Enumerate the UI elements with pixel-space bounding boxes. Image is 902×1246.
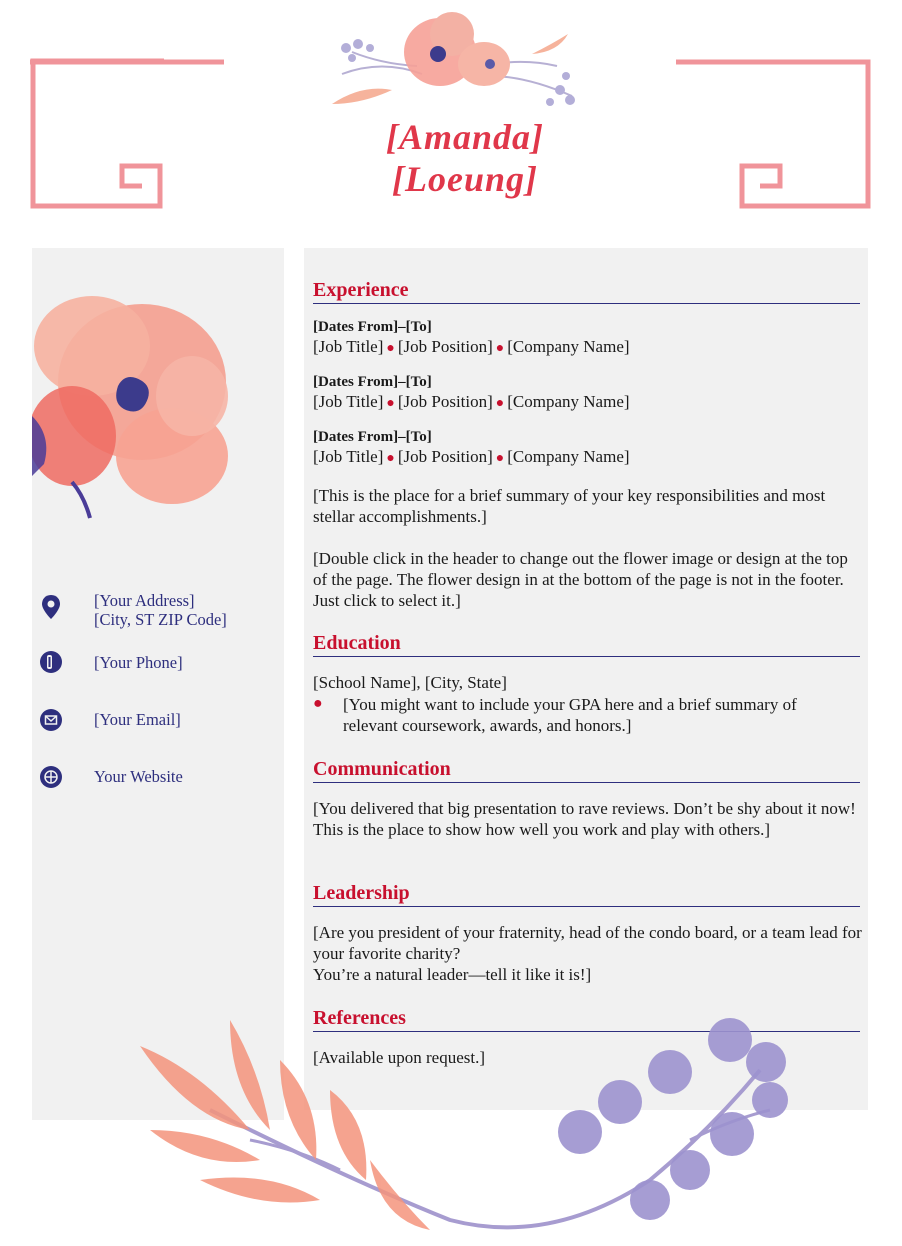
job-position: [Job Position] (397, 447, 493, 466)
contact-address (40, 591, 227, 629)
address-line-2: [City, ST ZIP Code] (94, 610, 227, 629)
bullet-dot: ● (313, 695, 323, 712)
experience-summary: [This is the place for a brief summary of your key responsibilities and most stellar accomplishments.] (313, 486, 826, 526)
leadership-heading: Leadership (313, 881, 860, 907)
job-title: [Job Title] (313, 392, 384, 411)
education-bullet-text: [You might want to include your GPA here and a brief summary of relevant coursework, awards, and honors.] (343, 695, 797, 735)
top-left-frame-line (30, 58, 226, 66)
contact-email (40, 709, 181, 731)
separator-dot: ● (495, 451, 505, 466)
location-pin-icon (40, 594, 62, 616)
name-first: [Amanda] (385, 117, 544, 157)
separator-dot: ● (386, 451, 395, 466)
job-dates: [Dates From]–[To] (313, 319, 432, 335)
email-text: [Your Email] (94, 710, 181, 729)
bottom-floral-decoration (130, 1010, 810, 1246)
experience-entry (313, 318, 863, 359)
references-heading: References (313, 1006, 860, 1032)
job-dates: [Dates From]–[To] (313, 374, 432, 390)
job-company: [Company Name] (507, 447, 630, 466)
email-icon (40, 709, 62, 731)
name-last: [Loeung] (392, 159, 538, 199)
contact-phone (40, 651, 183, 673)
globe-icon (40, 766, 62, 788)
contact-website (40, 766, 183, 788)
job-company: [Company Name] (507, 392, 630, 411)
job-dates: [Dates From]–[To] (313, 429, 432, 445)
experience-heading: Experience (313, 278, 860, 304)
separator-dot: ● (495, 396, 505, 411)
job-position: [Job Position] (397, 392, 493, 411)
job-position: [Job Position] (397, 337, 493, 356)
sidebar-flower-decoration (32, 286, 232, 526)
top-flower-decoration (322, 4, 584, 122)
job-company: [Company Name] (507, 337, 630, 356)
leadership-line-2: You’re a natural leader—tell it like it is!] (313, 965, 592, 984)
top-right-frame-decoration (676, 58, 872, 210)
separator-dot: ● (386, 341, 395, 356)
phone-icon (40, 651, 62, 673)
communication-text: [You delivered that big presentation to rave reviews. Don’t be shy about it now! This is the place to show how well you work and play with others.] (313, 799, 856, 839)
experience-entry (313, 428, 863, 469)
education-heading: Education (313, 631, 860, 657)
education-school: [School Name], [City, State] (313, 673, 507, 692)
experience-entry (313, 373, 863, 414)
separator-dot: ● (386, 396, 395, 411)
communication-heading: Communication (313, 757, 860, 783)
job-title: [Job Title] (313, 337, 384, 356)
address-line-1: [Your Address] (94, 591, 195, 610)
top-left-frame-decoration (30, 58, 164, 210)
experience-note: [Double click in the header to change out the flower image or design at the top of the page. The flower design in at the bottom of the page is not in the footer. Just click to select it.] (313, 549, 848, 610)
leadership-line-1: [Are you president of your fraternity, head of the condo board, or a team lead for your favorite charity? (313, 923, 862, 963)
separator-dot: ● (495, 341, 505, 356)
leadership-text (313, 922, 863, 985)
references-text: [Available upon request.] (313, 1048, 485, 1067)
job-title: [Job Title] (313, 447, 384, 466)
website-text: Your Website (94, 767, 183, 786)
phone-text: [Your Phone] (94, 653, 183, 672)
